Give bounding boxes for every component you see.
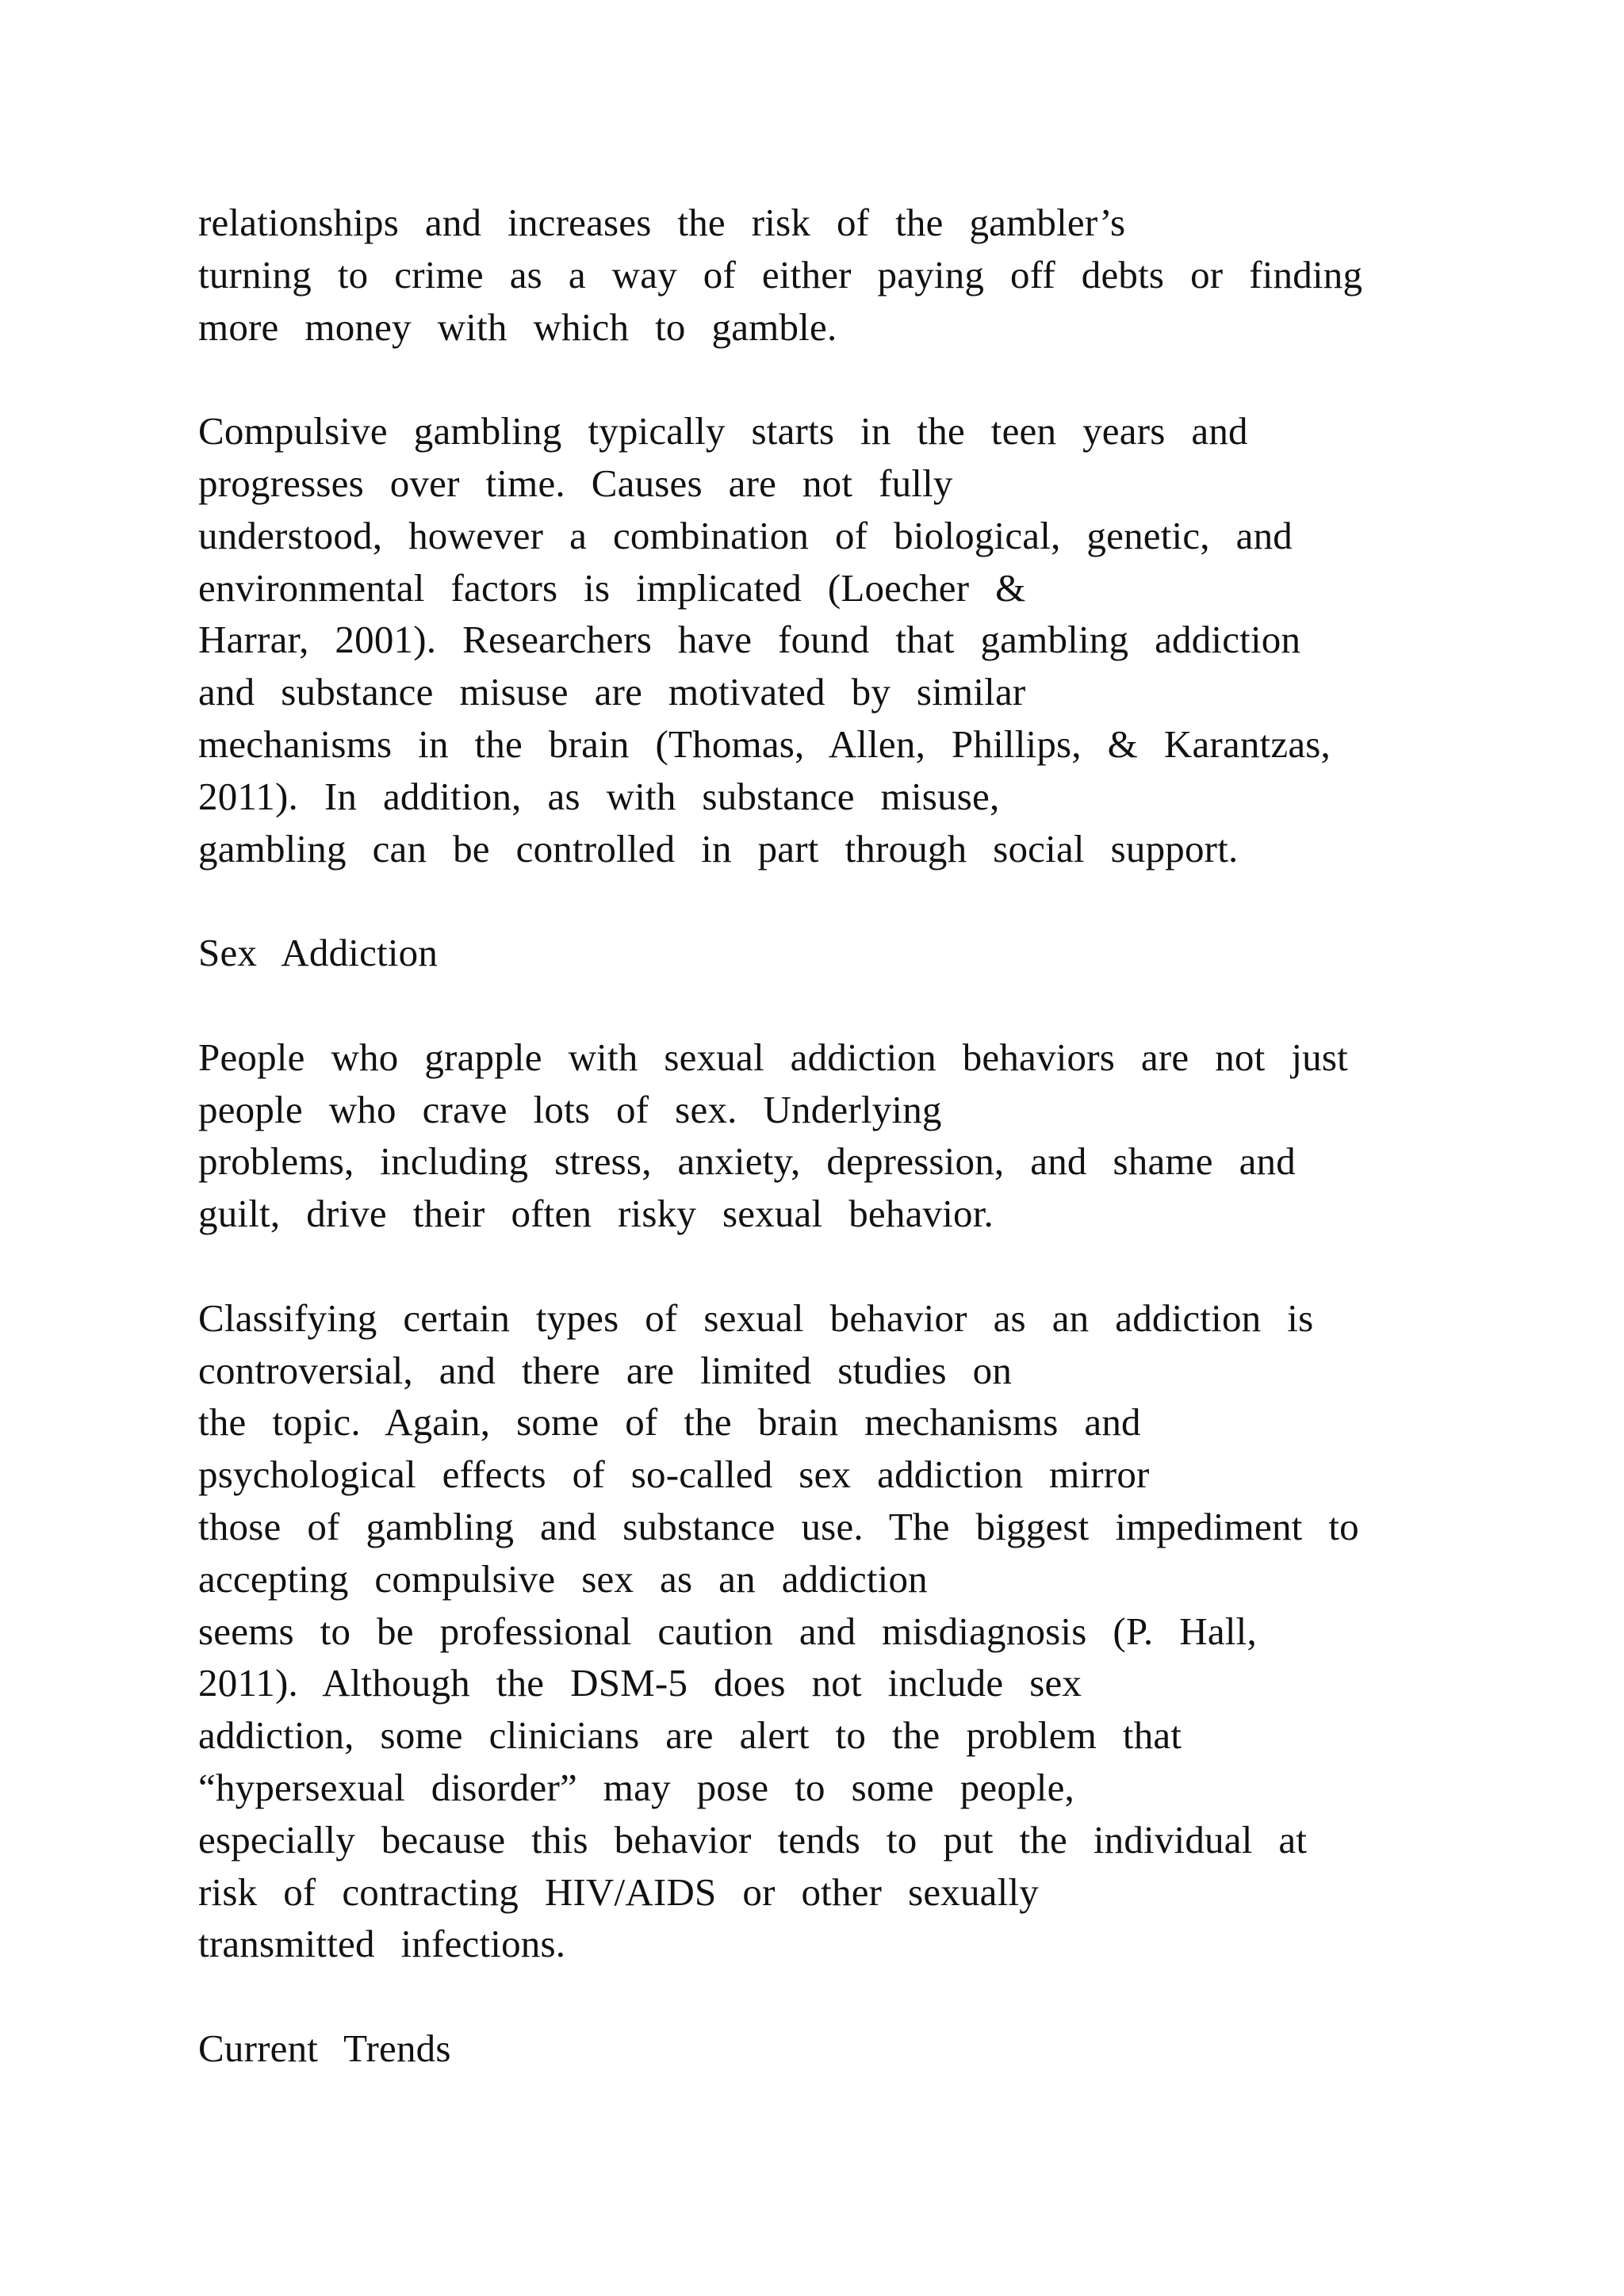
- text-line: addiction, some clinicians are alert to the problem that: [198, 1713, 1182, 1758]
- text-line: transmitted infections.: [198, 1922, 566, 1966]
- text-line: understood, however a combination of biological, genetic, and: [198, 513, 1293, 557]
- text-line: progresses over time. Causes are not fully: [198, 461, 953, 505]
- text-line: “hypersexual disorder” may pose to some people,: [198, 1765, 1074, 1809]
- text-line: those of gambling and substance use. The biggest impediment to: [198, 1504, 1359, 1548]
- paragraph-spacer: [198, 353, 1546, 405]
- paragraph-spacer: [198, 874, 1546, 927]
- text-line: risk of contracting HIV/AIDS or other sexually: [198, 1869, 1039, 1914]
- paragraph-gambling-consequences: [198, 197, 1546, 353]
- text-line: people who crave lots of sex. Underlying: [198, 1087, 942, 1131]
- text-line: and substance misuse are motivated by similar: [198, 670, 1026, 714]
- text-line: psychological effects of so-called sex addiction mirror: [198, 1452, 1150, 1497]
- text-line: especially because this behavior tends to put the individual at: [198, 1817, 1308, 1862]
- text-line: environmental factors is implicated (Loecher &: [198, 565, 1026, 610]
- text-line: 2011). In addition, as with substance misuse,: [198, 774, 1000, 818]
- paragraph-compulsive-gambling: [198, 405, 1546, 874]
- text-line: mechanisms in the brain (Thomas, Allen, Phillips, & Karantzas,: [198, 721, 1331, 766]
- document-body: [198, 197, 1546, 2075]
- text-line: 2011). Although the DSM-5 does not include sex: [198, 1661, 1082, 1705]
- text-line: Harrar, 2001). Researchers have found that gambling addiction: [198, 618, 1301, 662]
- paragraph-spacer: [198, 979, 1546, 1031]
- paragraph-spacer: [198, 1240, 1546, 1292]
- text-line: guilt, drive their often risky sexual behavior.: [198, 1192, 994, 1236]
- text-line: problems, including stress, anxiety, depression, and shame and: [198, 1139, 1296, 1184]
- text-line: turning to crime as a way of either paying off debts or finding: [198, 252, 1363, 297]
- text-line: Compulsive gambling typically starts in the teen years and: [198, 409, 1248, 453]
- text-line: controversial, and there are limited studies on: [198, 1348, 1013, 1392]
- paragraph-classifying-sexual-behavior: [198, 1292, 1546, 1970]
- text-line: accepting compulsive sex as an addiction: [198, 1556, 928, 1601]
- text-line: seems to be professional caution and misdiagnosis (P. Hall,: [198, 1609, 1257, 1653]
- text-line: Classifying certain types of sexual behavior as an addiction is: [198, 1295, 1314, 1340]
- text-line: People who grapple with sexual addiction behaviors are not just: [198, 1035, 1348, 1079]
- paragraph-sexual-addiction-behaviors: [198, 1031, 1546, 1240]
- text-line: relationships and increases the risk of the gambler’s: [198, 201, 1126, 244]
- text-line: gambling can be controlled in part through social support.: [198, 826, 1239, 871]
- text-line: the topic. Again, some of the brain mechanisms and: [198, 1400, 1141, 1445]
- heading-sex-addiction: Sex Addiction: [198, 931, 439, 975]
- text-line: more money with which to gamble.: [198, 304, 837, 349]
- paragraph-spacer: [198, 1970, 1546, 2022]
- heading-current-trends: Current Trends: [198, 2026, 451, 2070]
